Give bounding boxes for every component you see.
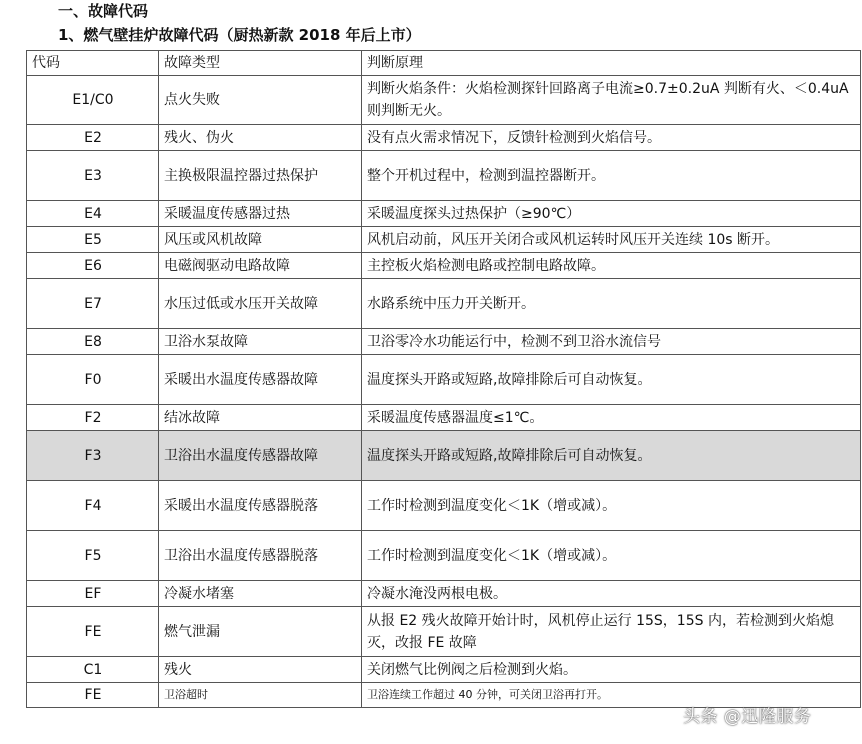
- fault-principle: 整个开机过程中，检测到温控器断开。: [362, 151, 861, 201]
- fault-type: 主换极限温控器过热保护: [159, 151, 362, 201]
- fault-principle: 卫浴连续工作超过 40 分钟，可关闭卫浴再打开。: [362, 683, 861, 708]
- fault-type: 卫浴出水温度传感器故障: [159, 431, 362, 481]
- column-header-type: 故障类型: [159, 51, 362, 76]
- fault-code: F3: [27, 431, 159, 481]
- fault-type: 采暖出水温度传感器脱落: [159, 481, 362, 531]
- fault-type: 卫浴水泵故障: [159, 329, 362, 355]
- table-row: [27, 253, 861, 279]
- fault-code: F4: [27, 481, 159, 531]
- fault-code: FE: [27, 607, 159, 657]
- watermark: 头条 @迅隆服务: [683, 707, 812, 727]
- table-row: [27, 227, 861, 253]
- fault-code: FE: [27, 683, 159, 708]
- fault-type: 冷凝水堵塞: [159, 581, 362, 607]
- table-header-row: [27, 51, 861, 76]
- fault-code-table: [26, 50, 861, 708]
- fault-code: E2: [27, 125, 159, 151]
- fault-principle: 风机启动前，风压开关闭合或风机运转时风压开关连续 10s 断开。: [362, 227, 861, 253]
- fault-code: F2: [27, 405, 159, 431]
- fault-principle: 温度探头开路或短路,故障排除后可自动恢复。: [362, 431, 861, 481]
- fault-type: 采暖出水温度传感器故障: [159, 355, 362, 405]
- fault-code: E6: [27, 253, 159, 279]
- table-row: [27, 329, 861, 355]
- fault-code: F5: [27, 531, 159, 581]
- table-row: [27, 151, 861, 201]
- fault-principle: 关闭燃气比例阀之后检测到火焰。: [362, 657, 861, 683]
- table-title: 1、燃气壁挂炉故障代码（厨热新款 2018 年后上市）: [58, 26, 421, 44]
- fault-type: 结冰故障: [159, 405, 362, 431]
- fault-code: E7: [27, 279, 159, 329]
- fault-code: E8: [27, 329, 159, 355]
- table-row: [27, 607, 861, 657]
- column-header-code: 代码: [27, 51, 159, 76]
- fault-type: 燃气泄漏: [159, 607, 362, 657]
- table-row-highlighted: [27, 431, 861, 481]
- section-heading: 一、故障代码: [58, 2, 149, 20]
- table-row: [27, 355, 861, 405]
- table-row: [27, 481, 861, 531]
- fault-type: 残火: [159, 657, 362, 683]
- table-row: [27, 125, 861, 151]
- fault-principle: 水路系统中压力开关断开。: [362, 279, 861, 329]
- fault-code: F0: [27, 355, 159, 405]
- table-row: [27, 76, 861, 125]
- fault-type: 卫浴出水温度传感器脱落: [159, 531, 362, 581]
- fault-principle: 冷凝水淹没两根电极。: [362, 581, 861, 607]
- fault-principle: 从报 E2 残火故障开始计时，风机停止运行 15S，15S 内，若检测到火焰熄灭，改报 FE 故障: [362, 607, 861, 657]
- fault-type: 残火、伪火: [159, 125, 362, 151]
- fault-type: 卫浴超时: [159, 683, 362, 708]
- table-row: [27, 657, 861, 683]
- column-header-principle: 判断原理: [362, 51, 861, 76]
- fault-principle: 没有点火需求情况下，反馈针检测到火焰信号。: [362, 125, 861, 151]
- fault-principle: 工作时检测到温度变化＜1K（增或减）。: [362, 531, 861, 581]
- fault-principle: 主控板火焰检测电路或控制电路故障。: [362, 253, 861, 279]
- fault-principle: 判断火焰条件：火焰检测探针回路离子电流≥0.7±0.2uA 判断有火、＜0.4uA 则判断无火。: [362, 76, 861, 125]
- fault-principle: 采暖温度传感器温度≤1℃。: [362, 405, 861, 431]
- fault-code: E3: [27, 151, 159, 201]
- fault-principle: 温度探头开路或短路,故障排除后可自动恢复。: [362, 355, 861, 405]
- fault-principle: 采暖温度探头过热保护（≥90℃）: [362, 201, 861, 227]
- fault-type: 风压或风机故障: [159, 227, 362, 253]
- fault-type: 水压过低或水压开关故障: [159, 279, 362, 329]
- fault-code: C1: [27, 657, 159, 683]
- fault-type: 电磁阀驱动电路故障: [159, 253, 362, 279]
- fault-code: EF: [27, 581, 159, 607]
- table-row: [27, 279, 861, 329]
- fault-code: E5: [27, 227, 159, 253]
- fault-type: 采暖温度传感器过热: [159, 201, 362, 227]
- table-row: [27, 531, 861, 581]
- table-row: [27, 405, 861, 431]
- fault-code: E1/C0: [27, 76, 159, 125]
- fault-principle: 工作时检测到温度变化＜1K（增或减）。: [362, 481, 861, 531]
- table-row: [27, 201, 861, 227]
- fault-type: 点火失败: [159, 76, 362, 125]
- fault-code: E4: [27, 201, 159, 227]
- fault-principle: 卫浴零冷水功能运行中，检测不到卫浴水流信号: [362, 329, 861, 355]
- table-row: [27, 581, 861, 607]
